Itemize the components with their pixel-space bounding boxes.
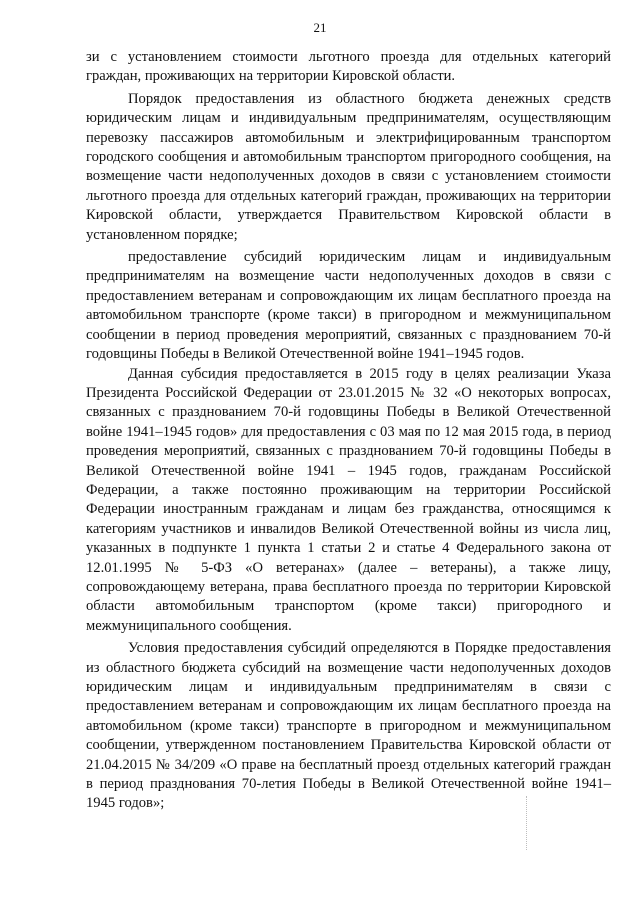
scan-artifact-dotted-line: [526, 796, 528, 850]
document-body: [86, 48, 611, 814]
paragraph-conditions: Условия предоставления субсидий определяются в Порядке предоставления из областного бюджета субсидий на возмещение части недополученных доходов юридическим лицам и индивидуальным предпринимателям в связи с предоставлением ветеранам и сопровождающим их лицам бесплатного проезда на автомобильном (кроме такси) транспорте в пригородном и межмуниципальном сообщении, утвержденном постановлением Правительства Кировской области от 21.04.2015 № 34/209 «О праве на бесплатный проезд отдельных категорий граждан в период празднования 70-летия Победы в Великой Отечественной войне 1941–1945 годов»;: [86, 640, 611, 812]
page-number: 21: [313, 20, 327, 35]
paragraph-decree-details: Данная субсидия предоставляется в 2015 году в целях реализации Указа Президента Российской Федерации от 23.01.2015 № 32 «О некоторых вопросах, связанных с празднованием 70-й годовщины Победы в Великой Отечественной войне 1941–1945 годов» для предоставления с 03 мая по 12 мая 2015 года, в период проведения мероприятий, связанных с празднованием 70-й годовщины Победы в Великой Отечественной войне 1941 – 1945 годов, гражданам Российской Федерации, а также постоянно проживающим на территории Российской Федерации иностранным гражданам и лицам без гражданства, относящимся к категориям участников и инвалидов Великой Отечественной войны из числа лиц, указанных в подпункте 1 пункта 1 статьи 2 и статье 4 Федерального закона от 12.01.1995 № 5-ФЗ «О ветеранах» (далее – ветераны), а также лицу, сопровождающему ветерана, права бесплатного проезда по территории Кировской области автомобильным транспортом (кроме такси) пригородного и межмуниципального сообщения.: [86, 365, 611, 634]
paragraph-veterans-subsidy: предоставление субсидий юридическим лицам и индивидуальным предпринимателям на возмещение части недополученных доходов в связи с предоставлением ветеранам и сопровождающим их лицам бесплатного проезда на автомобильном транспорте (кроме такси) в пригородном и межмуниципальном сообщении в период проведения мероприятий, связанных с празднованием 70-й годовщины Победы в Великой Отечественной войне 1941–1945 годов.: [86, 249, 611, 363]
paragraph-subsidy-order: Порядок предоставления из областного бюджета денежных средств юридическим лицам и индивидуальным предпринимателям, осуществляющим перевозку пассажиров автомобильным и электрифицированным транспортом городского сообщения и автомобильным транспортом пригородного сообщения, на возмещение части недополученных доходов в связи с установлением стоимости льготного проезда для отдельных категорий граждан, проживающих на территории Кировской области, утверждается Правительством Кировской области в установленном порядке;: [86, 90, 611, 243]
paragraph-continuation: зи с установлением стоимости льготного проезда для отдельных категорий граждан, проживающих на территории Кировской области.: [86, 49, 611, 85]
